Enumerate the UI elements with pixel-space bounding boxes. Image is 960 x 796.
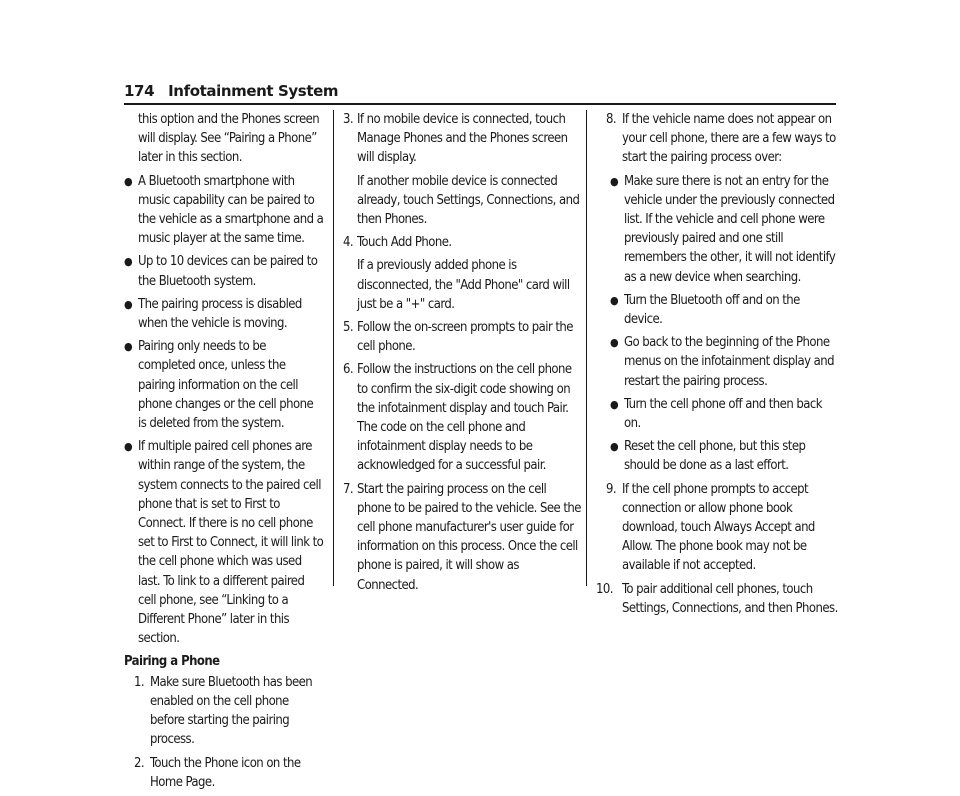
list-item: ● If multiple paired cell phones are within range of the system, the system connects to the paired cell phone that is set to First to Connect. If there is no cell phone set to First to Connect, it will link to the cell phone which was used last. To link to a different paired cell phone, see “Linking to a Different Phone” later in this section. bbox=[124, 439, 324, 647]
bullet-icon: ● bbox=[124, 440, 133, 454]
numbered-step: 3. If no mobile device is connected, touch Manage Phones and the Phones screen will display. bbox=[343, 112, 568, 166]
numbered-step: 9. If the cell phone prompts to accept connection or allow phone book download, touch Always Accept and Allow. The phone book may not be available if not accepted. bbox=[606, 481, 815, 574]
section-title: Infotainment System bbox=[168, 82, 339, 100]
column-divider-2 bbox=[586, 110, 587, 586]
text-column-2 bbox=[343, 110, 581, 599]
numbered-step: 2. Touch the Phone icon on the Home Page. bbox=[134, 755, 301, 790]
bullet-icon: ● bbox=[610, 174, 619, 188]
numbered-step: 1. Make sure Bluetooth has been enabled on the cell phone before starting the pairing process. bbox=[134, 674, 313, 748]
bullet-icon: ● bbox=[124, 297, 133, 311]
numbered-step: 5. Follow the on-screen prompts to pair the cell phone. bbox=[343, 320, 573, 355]
bullet-icon: ● bbox=[610, 397, 619, 411]
column-divider-1 bbox=[333, 110, 334, 586]
numbered-step: 4. Touch Add Phone. bbox=[343, 235, 452, 251]
page-header bbox=[124, 82, 836, 104]
list-item: ● Reset the cell phone, but this step should be done as a last effort. bbox=[610, 439, 806, 474]
header-rule bbox=[124, 103, 836, 105]
bullet-icon: ● bbox=[610, 293, 619, 307]
list-item: ● Go back to the beginning of the Phone menus on the infotainment display and restart the pairing process. bbox=[610, 335, 834, 389]
text-column-3 bbox=[596, 110, 840, 622]
list-item: ● A Bluetooth smartphone with music capability can be paired to the vehicle as a smartphone and a music player at the same time. bbox=[124, 173, 324, 247]
bullet-icon: ● bbox=[610, 440, 619, 454]
list-item: ● Turn the Bluetooth off and on the device. bbox=[610, 292, 800, 328]
numbered-step: 8. If the vehicle name does not appear on your cell phone, there are a few ways to start the pairing process over: bbox=[606, 112, 836, 166]
step-note: If a previously added phone is disconnected, the "Add Phone" card will just be a "+" card. bbox=[357, 258, 570, 312]
numbered-step: 6. Follow the instructions on the cell phone to confirm the six-digit code showing on the infotainment display and touch Pair. The code on the cell phone and infotainment display needs to be acknowledged for a successful pair. bbox=[343, 362, 572, 474]
subheading: Pairing a Phone bbox=[124, 654, 220, 670]
page-number: 174 bbox=[124, 82, 155, 100]
bullet-icon: ● bbox=[124, 255, 133, 269]
text-column-1 bbox=[124, 110, 324, 796]
list-item: ● Make sure there is not an entry for the vehicle under the previously connected list. If the vehicle and cell phone were previously paired and one still remembers the other, it will not identify as a new device when searching. bbox=[610, 173, 836, 285]
numbered-step: 10. To pair additional cell phones, touch Settings, Connections, and then Phones. bbox=[596, 581, 838, 616]
bullet-icon: ● bbox=[124, 174, 133, 188]
list-item: ● Pairing only needs to be completed once, unless the pairing information on the cell phone changes or the cell phone is deleted from the system. bbox=[124, 339, 314, 432]
bullet-icon: ● bbox=[610, 336, 619, 350]
list-item: ● The pairing process is disabled when the vehicle is moving. bbox=[124, 296, 302, 332]
list-item: ● Up to 10 devices can be paired to the Bluetooth system. bbox=[124, 254, 318, 289]
continued-paragraph: this option and the Phones screen will display. See “Pairing a Phone” later in this section. bbox=[138, 112, 320, 166]
numbered-step: 7. Start the pairing process on the cell phone to be paired to the vehicle. See the cell phone manufacturer's user guide for information on this process. Once the cell phone is paired, it will show as Connected. bbox=[343, 481, 581, 593]
list-item: ● Turn the cell phone off and then back on. bbox=[610, 396, 822, 432]
step-note: If another mobile device is connected already, touch Settings, Connections, and then Phones. bbox=[357, 173, 580, 228]
bullet-icon: ● bbox=[124, 340, 133, 354]
